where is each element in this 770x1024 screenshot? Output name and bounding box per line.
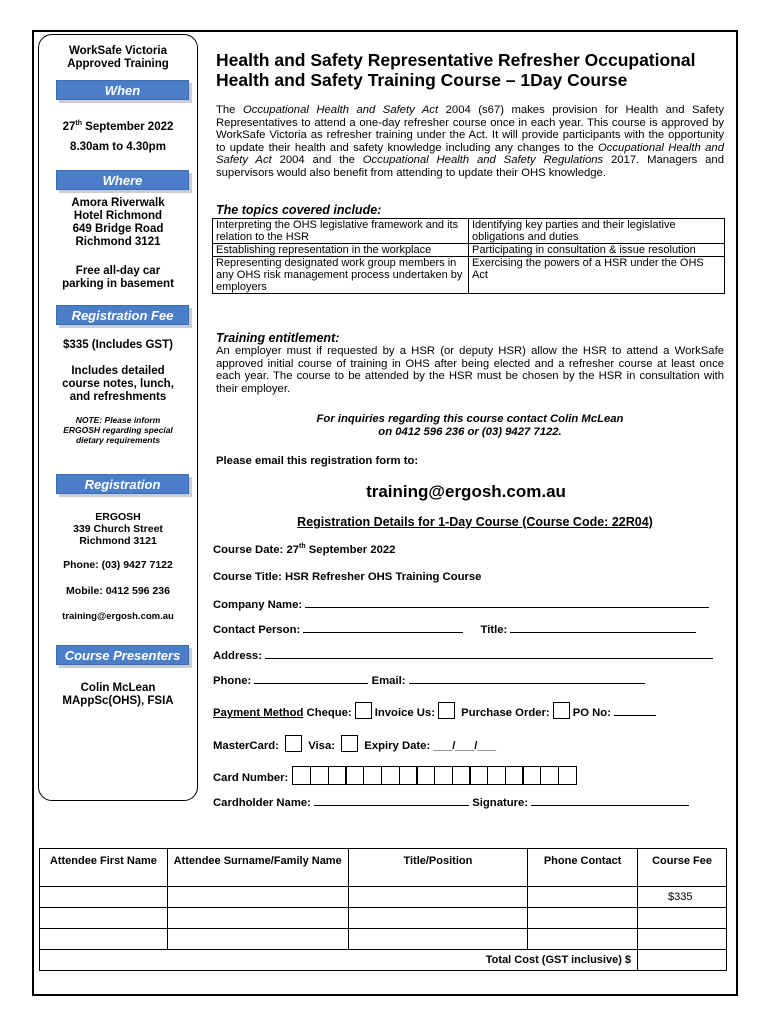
- col-header-phone: Phone Contact: [528, 849, 638, 887]
- attendee-cell[interactable]: [167, 929, 348, 950]
- venue-line: Hotel Richmond: [73, 210, 163, 222]
- inquiry-line: For inquiries regarding this course contact Colin McLean: [316, 413, 624, 425]
- title-line: Health and Safety Training Course – 1Day Course: [216, 70, 628, 90]
- reg-email[interactable]: training@ergosh.com.au: [62, 611, 174, 622]
- course-date-rest: September 2022: [305, 543, 396, 556]
- phone-email-line: [213, 673, 645, 687]
- topics-table: [212, 218, 725, 294]
- payment-method-label: Payment Method: [213, 707, 304, 719]
- attendee-cell[interactable]: [348, 887, 528, 908]
- address-line: [213, 648, 713, 662]
- card-digit-box[interactable]: [345, 766, 364, 785]
- intro-text: 2004 (s67) makes provision for Health and Safety Representatives to attend a one-day refresher course once in each year. This course is approved by WorkSafe Victoria as refresher training under the Act. It will provide participants with the opportunity to update their health and safety knowledge including any changes to the: [216, 104, 724, 154]
- cardholder-field[interactable]: [314, 795, 469, 806]
- presenter-quals: MAppSc(OHS), FSIA: [62, 695, 174, 707]
- topic-cell: Interpreting the OHS legislative framework and its relation to the HSR: [213, 219, 469, 244]
- note-line: dietary requirements: [75, 435, 161, 445]
- intro-text: 2004 and the: [271, 154, 363, 167]
- contact-label: Contact Person:: [213, 624, 301, 636]
- parking-line: parking in basement: [62, 278, 174, 290]
- venue-line: Richmond 3121: [75, 236, 161, 248]
- attendee-cell[interactable]: [528, 908, 638, 929]
- table-row: [40, 908, 727, 929]
- registration-header: Registration: [56, 474, 189, 494]
- col-header-surname: Attendee Surname/Family Name: [167, 849, 348, 887]
- topic-cell: Exercising the powers of a HSR under the OHS Act: [469, 257, 725, 294]
- card-digit-box[interactable]: [540, 766, 559, 785]
- expiry-label: Expiry Date:: [364, 740, 431, 752]
- venue: [39, 197, 197, 249]
- po-no-field[interactable]: [614, 705, 656, 716]
- address-field[interactable]: [265, 648, 713, 659]
- note-line: NOTE: Please inform: [75, 415, 161, 425]
- cheque-label: Cheque:: [306, 707, 352, 719]
- invoice-checkbox[interactable]: [438, 702, 455, 719]
- course-time: 8.30am to 4.30pm: [70, 141, 166, 153]
- contact-line: [213, 622, 696, 636]
- card-digit-box[interactable]: [328, 766, 347, 785]
- topics-row: [213, 244, 725, 257]
- course-date: [39, 117, 197, 134]
- intro-text: 2017. Managers and supervisors would also benefit from attending to update their OHS knowledge.: [216, 154, 724, 179]
- card-number-line: [213, 766, 577, 785]
- parking-line: Free all-day car: [75, 265, 161, 277]
- attendee-cell[interactable]: [167, 887, 348, 908]
- email-label: Email:: [371, 675, 406, 687]
- cheque-checkbox[interactable]: [355, 702, 372, 719]
- where-header: Where: [56, 170, 189, 190]
- address-label: Address:: [213, 650, 262, 662]
- table-row: [40, 929, 727, 950]
- title-label: Title:: [480, 624, 508, 636]
- payment-line: [213, 702, 656, 719]
- card-digit-box[interactable]: [363, 766, 382, 785]
- card-digit-box[interactable]: [416, 766, 435, 785]
- when-header: When: [56, 80, 189, 100]
- intro-paragraph: [216, 104, 724, 180]
- entitlement-heading: Training entitlement:: [216, 331, 340, 345]
- card-digit-box[interactable]: [310, 766, 329, 785]
- date-rest: September 2022: [81, 120, 174, 133]
- card-digit-box[interactable]: [292, 766, 311, 785]
- venue-line: Amora Riverwalk: [71, 197, 165, 209]
- includes-line: Includes detailed: [71, 365, 165, 377]
- col-header-fee: Course Fee: [638, 849, 727, 887]
- course-date-line: [213, 543, 395, 556]
- inquiry-note: [216, 413, 724, 438]
- company-field[interactable]: [305, 597, 709, 608]
- course-date-label: Course Date: 27: [213, 543, 300, 556]
- signature-label: Signature:: [472, 797, 529, 809]
- reg-org: ERGOSH: [95, 511, 141, 523]
- visa-label: Visa:: [308, 740, 336, 752]
- title-line: Health and Safety Representative Refresher Occupational: [216, 50, 696, 70]
- mastercard-checkbox[interactable]: [285, 735, 302, 752]
- attendee-cell[interactable]: [40, 929, 168, 950]
- course-presenters-header: Course Presenters: [56, 645, 189, 665]
- card-digit-box[interactable]: [522, 766, 541, 785]
- includes-line: and refreshments: [69, 391, 167, 403]
- fee-cell[interactable]: [638, 929, 727, 950]
- reg-mobile: Mobile: 0412 596 236: [66, 585, 170, 597]
- note-line: ERGOSH regarding special: [63, 425, 173, 435]
- attendee-cell[interactable]: [348, 929, 528, 950]
- topic-cell: Identifying key parties and their legislative obligations and duties: [469, 219, 725, 244]
- cardholder-line: [213, 795, 689, 809]
- attendee-cell[interactable]: [348, 908, 528, 929]
- sidebar-org: [39, 45, 197, 71]
- purchase-order-checkbox[interactable]: [553, 702, 570, 719]
- card-digit-box[interactable]: [469, 766, 488, 785]
- card-digit-box[interactable]: [399, 766, 418, 785]
- registration-title: Registration Details for 1-Day Course (Course Code: 22R04): [297, 515, 653, 529]
- dietary-note: [39, 415, 197, 445]
- card-type-line: [213, 735, 496, 752]
- email-field[interactable]: [409, 673, 645, 684]
- invoice-label: Invoice Us:: [374, 707, 436, 719]
- attendee-table: [39, 848, 727, 971]
- topic-cell: Participating in consultation & issue resolution: [469, 244, 725, 257]
- presenter: [39, 682, 197, 708]
- company-line: [213, 597, 709, 611]
- email-instruction: Please email this registration form to:: [216, 455, 419, 467]
- card-digit-box[interactable]: [381, 766, 400, 785]
- col-header-title: Title/Position: [348, 849, 528, 887]
- visa-checkbox[interactable]: [341, 735, 358, 752]
- course-date-sup: th: [299, 543, 306, 550]
- phone-field[interactable]: [254, 673, 368, 684]
- contact-person-field[interactable]: [303, 622, 463, 633]
- attendee-cell[interactable]: [528, 929, 638, 950]
- col-header-first-name: Attendee First Name: [40, 849, 168, 887]
- cardholder-label: Cardholder Name:: [213, 797, 311, 809]
- page-title: [216, 50, 726, 90]
- topic-cell: Representing designated work group members in any OHS risk management process undertaken by employers: [213, 257, 469, 294]
- card-digit-box[interactable]: [505, 766, 524, 785]
- purchase-order-label: Purchase Order:: [461, 707, 550, 719]
- company-label: Company Name:: [213, 599, 303, 611]
- mastercard-label: MasterCard:: [213, 740, 279, 752]
- attendee-cell[interactable]: [528, 887, 638, 908]
- card-number-label: Card Number:: [213, 772, 289, 784]
- reg-phone: Phone: (03) 9427 7122: [63, 559, 173, 571]
- parking-info: [39, 265, 197, 291]
- signature-field[interactable]: [531, 795, 689, 806]
- inquiry-line: on 0412 596 236 or (03) 9427 7122.: [378, 425, 562, 438]
- presenter-name: Colin McLean: [80, 682, 156, 694]
- attendee-header-row: [40, 849, 727, 887]
- attendee-cell[interactable]: [167, 908, 348, 929]
- topic-cell: Establishing representation in the workplace: [213, 244, 469, 257]
- intro-act: Occupational Health and Safety Act: [216, 141, 724, 167]
- registration-fee-header: Registration Fee: [56, 305, 189, 325]
- fee-cell[interactable]: [638, 908, 727, 929]
- venue-line: 649 Bridge Road: [72, 223, 164, 235]
- fee-amount: $335 (Includes GST): [63, 339, 173, 351]
- card-digit-box[interactable]: [558, 766, 577, 785]
- card-digit-box[interactable]: [487, 766, 506, 785]
- fee-cell: $335: [638, 887, 727, 908]
- fee-includes: [39, 365, 197, 404]
- org-line: Approved Training: [67, 58, 169, 70]
- expiry-field[interactable]: ___/___/___: [433, 740, 497, 752]
- phone-label: Phone:: [213, 675, 252, 687]
- topics-heading: The topics covered include:: [216, 203, 382, 217]
- card-digit-box[interactable]: [452, 766, 471, 785]
- title-field[interactable]: [510, 622, 696, 633]
- entitlement-body: An employer must if requested by a HSR (or deputy HSR) allow the HSR to attend a WorkSafe approved initial course of training in OHS after being elected and a refresher course at least once each year. The course to be attended by the HSR must be chosen by the HSR in consultation with their employer.: [216, 345, 724, 395]
- topics-row: [213, 219, 725, 244]
- includes-line: course notes, lunch,: [62, 378, 174, 390]
- card-digit-box[interactable]: [434, 766, 453, 785]
- date-day: 27: [62, 120, 76, 133]
- org-line: WorkSafe Victoria: [68, 45, 167, 57]
- table-row: [40, 887, 727, 908]
- attendee-cell[interactable]: [40, 887, 168, 908]
- total-row: [40, 950, 727, 971]
- total-cost-cell[interactable]: [638, 950, 727, 971]
- reg-address-line: 339 Church Street: [73, 523, 163, 535]
- reg-address-line: Richmond 3121: [79, 535, 157, 547]
- date-suffix: th: [75, 120, 82, 127]
- topics-row: [213, 257, 725, 294]
- intro-text: The: [216, 104, 243, 116]
- sidebar: [38, 34, 198, 801]
- po-no-label: PO No:: [572, 707, 611, 719]
- attendee-cell[interactable]: [40, 908, 168, 929]
- email-address[interactable]: training@ergosh.com.au: [366, 482, 566, 501]
- intro-regs: Occupational Health and Safety Regulations: [362, 154, 604, 167]
- intro-act: Occupational Health and Safety Act: [242, 104, 439, 116]
- course-title-line: Course Title: HSR Refresher OHS Training Course: [213, 571, 482, 583]
- total-label: Total Cost (GST inclusive) $: [40, 950, 638, 971]
- registration-address: [39, 511, 197, 547]
